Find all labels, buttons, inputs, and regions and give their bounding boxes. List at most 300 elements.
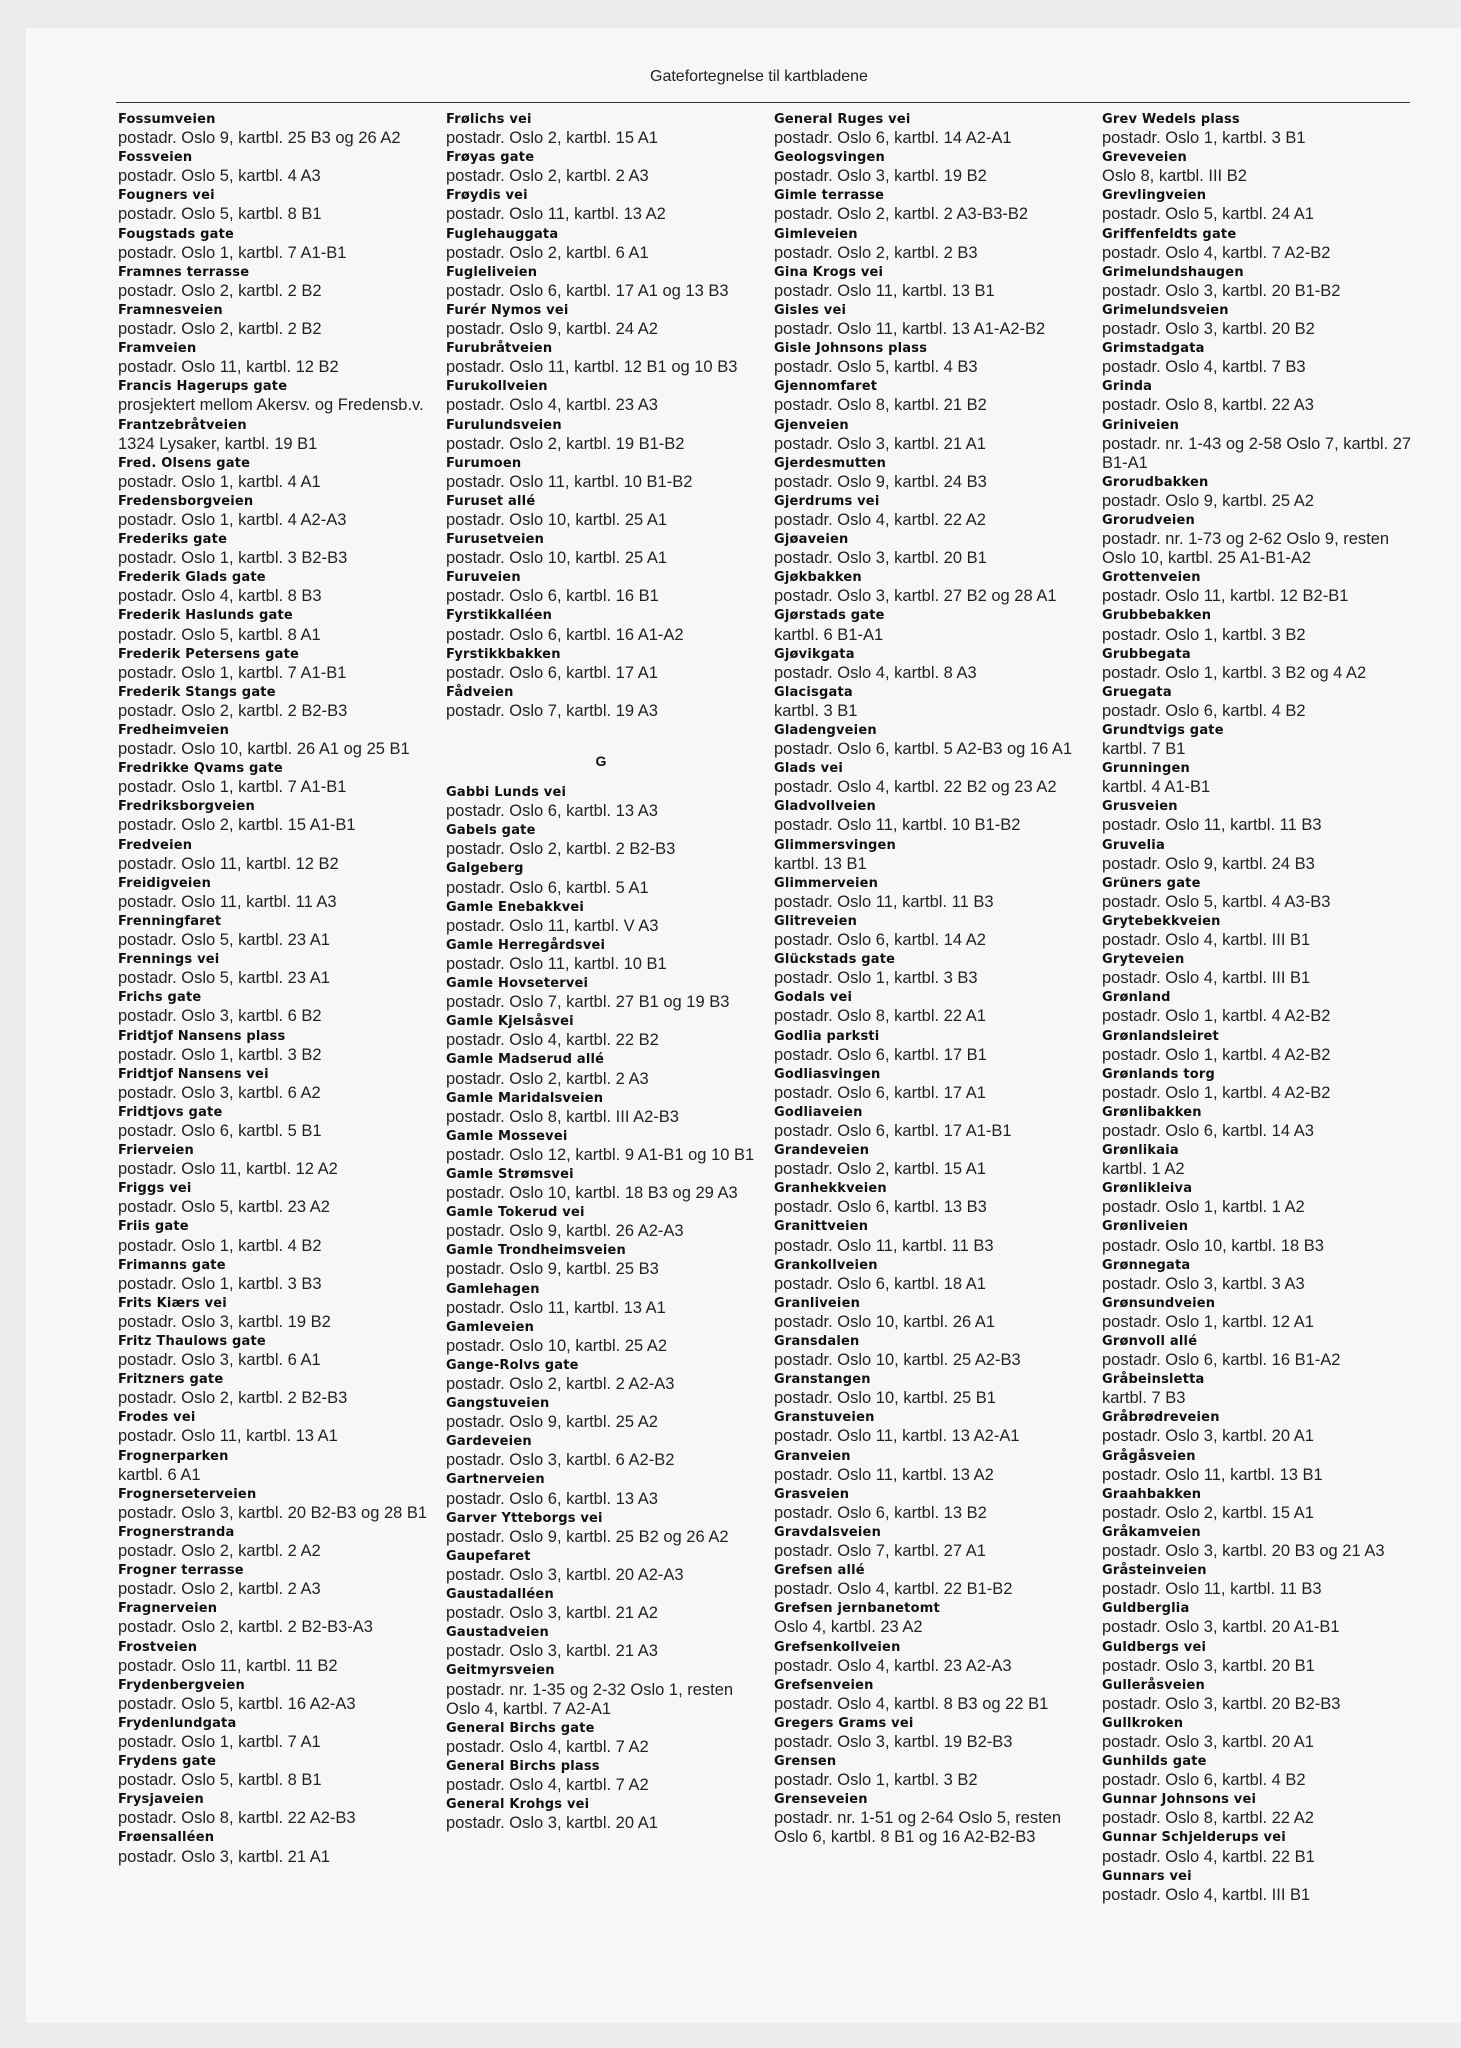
street-location: postadr. Oslo 5, kartbl. 4 A3-B3 [1102,892,1331,911]
street-entry [118,492,428,530]
street-location: postadr. Oslo 1, kartbl. 7 A1-B1 [118,778,347,797]
street-entry [446,1089,756,1127]
street-entry [446,454,756,492]
street-location: postadr. Oslo 3, kartbl. 20 A2-A3 [446,1565,684,1584]
street-entry [774,645,1084,683]
street-entry [774,454,1084,492]
street-name: Frølichs vei [446,112,532,127]
street-location: postadr. Oslo 7, kartbl. 27 A1 [774,1542,986,1561]
street-entry [1102,148,1412,186]
street-name: Gjørstads gate [774,608,885,624]
street-name: Gravdalsveien [774,1524,882,1540]
street-name: Guldbergs vei [1102,1639,1207,1655]
street-location: postadr. Oslo 1, kartbl. 3 B3 [118,1274,322,1293]
street-location: postadr. Oslo 3, kartbl. 20 B1 [1102,1656,1315,1675]
street-location: postadr. Oslo 6, kartbl. 13 A3 [446,1489,658,1508]
street-entry [774,110,1084,148]
street-entry [118,836,428,874]
street-name: Gamle Strømsvei [446,1166,574,1182]
street-entry [1102,1217,1412,1255]
street-entry [446,377,756,415]
street-entry [1102,1561,1412,1599]
street-entry [1102,568,1412,606]
street-entry [1102,1294,1412,1332]
street-name: Grunningen [1102,761,1190,777]
street-location: postadr. Oslo 9, kartbl. 24 B3 [1102,854,1315,873]
street-location: postadr. Oslo 2, kartbl. 15 A1-B1 [118,816,356,835]
street-name: Grenseveien [774,1792,868,1808]
street-entry [118,1217,428,1255]
street-location: postadr. Oslo 6, kartbl. 14 A2-A1 [774,129,1012,148]
street-name: General Birchs gate [446,1720,595,1736]
street-entry [1102,874,1412,912]
street-entry [446,683,756,721]
street-entry [774,1294,1084,1332]
street-name: Furubråtveien [446,341,553,357]
street-location: postadr. Oslo 11, kartbl. 12 B2 [118,854,339,873]
street-entry [446,1050,756,1088]
street-location: kartbl. 4 A1-B1 [1102,778,1211,797]
street-name: Fredheimveien [118,723,230,738]
street-location: postadr. Oslo 3, kartbl. 21 A3 [446,1642,658,1661]
street-location: kartbl. 6 A1 [118,1465,201,1484]
street-entry [446,1585,756,1623]
street-entry [774,1485,1084,1523]
street-entry [446,263,756,301]
street-location: postadr. Oslo 6, kartbl. 13 A3 [446,802,658,821]
street-location: postadr. Oslo 1, kartbl. 7 A1 [118,1732,321,1751]
street-name: Grorudbakken [1102,474,1209,490]
street-name: Frydenbergveien [118,1677,245,1693]
street-name: Glacisgata [774,684,853,700]
street-location: postadr. Oslo 11, kartbl. 13 B1 [774,281,995,300]
street-location: postadr. Oslo 2, kartbl. 2 A3 [118,1580,321,1599]
street-entry [446,492,756,530]
street-location: postadr. Oslo 6, kartbl. 17 A1-B1 [774,1121,1012,1140]
street-name: Gamle Hovsetervei [446,976,589,992]
street-location: postadr. Oslo 1, kartbl. 4 A2-B2 [1102,1007,1331,1026]
street-entry [774,1065,1084,1103]
street-entry [446,110,756,148]
street-location: postadr. Oslo 4, kartbl. 8 B3 og 22 B1 [774,1694,1049,1713]
street-entry [774,530,1084,568]
street-name: Gabels gate [446,823,536,839]
street-name: Furér Nymos vei [446,302,569,318]
street-name: Friis gate [118,1219,189,1235]
street-location: postadr. Oslo 6, kartbl. 4 B2 [1102,701,1306,720]
street-location: postadr. Oslo 10, kartbl. 18 B3 og 29 A3 [446,1184,738,1203]
street-name: Fyrstikkalléen [446,608,553,624]
street-name: Grønvoll allé [1102,1334,1198,1349]
street-entry [1102,110,1412,148]
street-location: postadr. Oslo 1, kartbl. 3 B2 [118,1045,322,1064]
street-name: Frognerparken [118,1448,229,1464]
street-name: Guldberglia [1102,1601,1190,1617]
street-name: Gunnar Schjelderups vei [1102,1830,1286,1846]
street-entry [774,1714,1084,1752]
street-name: Fredrikke Qvams gate [118,761,283,777]
street-name: Granhekkveien [774,1181,887,1197]
street-name: Gladengveien [774,723,877,738]
street-entry [118,148,428,186]
street-entry [446,530,756,568]
street-name: Frederik Haslunds gate [118,608,293,624]
street-location: postadr. Oslo 2, kartbl. 2 B2-B3 [118,1389,348,1408]
street-location: postadr. Oslo 5, kartbl. 23 A1 [118,969,330,988]
street-name: Fred. Olsens gate [118,455,251,471]
street-location: postadr. Oslo 2, kartbl. 2 B2 [118,320,322,339]
street-name: Granstangen [774,1372,871,1388]
street-location: postadr. Oslo 11, kartbl. 11 B3 [1102,816,1322,835]
street-entry [774,1027,1084,1065]
street-name: Gråbrødreveien [1102,1410,1220,1426]
street-name: Furuveien [446,570,521,586]
street-entry [118,797,428,835]
street-location: postadr. Oslo 1, kartbl. 4 A2-A3 [118,510,347,529]
street-location: prosjektert mellom Akersv. og Fredensb.v. [118,396,424,415]
street-entry [1102,1141,1412,1179]
street-name: Frogner terrasse [118,1563,244,1579]
street-name: Glitreveien [774,913,858,929]
header-rule [116,102,1410,103]
street-name: Fyrstikkbakken [446,646,561,662]
street-location: postadr. Oslo 8, kartbl. 22 A1 [774,1007,986,1026]
street-entry [118,1370,428,1408]
street-entry [118,1599,428,1637]
street-location: postadr. Oslo 1, kartbl. 1 A2 [1102,1198,1305,1217]
street-name: Gamle Madserud allé [446,1052,605,1068]
street-entry [1102,1332,1412,1370]
street-entry [1102,1103,1412,1141]
street-location: postadr. Oslo 4, kartbl. 7 A2 [446,1775,649,1794]
street-entry [774,1179,1084,1217]
street-name: Frøensalléen [118,1830,215,1846]
street-entry [774,797,1084,835]
street-location: postadr. Oslo 5, kartbl. 4 B3 [774,358,978,377]
street-entry [446,783,756,821]
street-name: Gina Krogs vei [774,264,884,280]
street-name: Grusveien [1102,799,1178,815]
street-location: postadr. Oslo 4, kartbl. 8 B3 [118,587,322,606]
street-name: Graahbakken [1102,1486,1202,1502]
street-location: postadr. Oslo 2, kartbl. 6 A1 [446,243,649,262]
street-entry [446,821,756,859]
street-location: postadr. Oslo 3, kartbl. 19 B2 [774,167,987,186]
street-name: Granveien [774,1448,851,1464]
street-name: Gardeveien [446,1434,532,1450]
street-entry [118,1332,428,1370]
street-name: Framnes terrasse [118,264,250,280]
street-entry [446,898,756,936]
street-entry [118,416,428,454]
street-location: postadr. Oslo 3, kartbl. 20 A1 [446,1814,658,1833]
street-name: Gunhilds gate [1102,1754,1207,1770]
street-entry [1102,416,1412,473]
street-entry [774,416,1084,454]
street-location: postadr. Oslo 11, kartbl. 12 B1 og 10 B3 [446,358,738,377]
street-name: Grønland [1102,990,1171,1006]
street-entry [774,225,1084,263]
street-entry [446,974,756,1012]
street-name: Grorudveien [1102,512,1196,528]
street-entry [446,1547,756,1585]
street-entry [118,912,428,950]
street-location: postadr. Oslo 9, kartbl. 25 B3 og 26 A2 [118,129,401,148]
street-location: postadr. Oslo 6, kartbl. 5 A1 [446,878,649,897]
street-name: Frenningfaret [118,913,222,929]
street-location: postadr. Oslo 1, kartbl. 3 B1 [1102,129,1306,148]
street-name: Gaustadveien [446,1625,549,1641]
street-location: postadr. Oslo 2, kartbl. 15 A1 [1102,1503,1314,1522]
street-entry [1102,225,1412,263]
street-entry [118,186,428,224]
street-name: Gullkroken [1102,1715,1184,1731]
street-entry [1102,759,1412,797]
street-location: postadr. Oslo 5, kartbl. 23 A1 [118,931,330,950]
street-name: Grefsenkollveien [774,1639,901,1655]
street-entry [1102,377,1412,415]
street-entry [446,416,756,454]
street-location: kartbl. 13 B1 [774,854,867,873]
street-entry [774,186,1084,224]
street-entry [118,377,428,415]
street-name: Frits Kiærs vei [118,1295,227,1311]
street-location: postadr. nr. 1-51 og 2-64 Oslo 5, resten Oslo 6, kartbl. 8 B1 og 16 A2-B2-B3 [774,1809,1062,1847]
street-name: Fredriksborgveien [118,799,256,815]
street-location: postadr. Oslo 11, kartbl. 11 A3 [118,892,337,911]
street-entry [1102,912,1412,950]
street-name: Gjøvikgata [774,646,855,662]
street-entry [1102,1179,1412,1217]
street-name: Frierveien [118,1143,194,1159]
street-entry [1102,301,1412,339]
street-entry [446,339,756,377]
street-entry [446,645,756,683]
street-name: Fugleliveien [446,264,538,280]
street-name: Gladvollveien [774,799,876,815]
street-entry [118,1065,428,1103]
street-entry [118,1676,428,1714]
street-location: kartbl. 7 B3 [1102,1389,1186,1408]
street-location: postadr. Oslo 2, kartbl. 2 B3 [774,243,978,262]
street-name: Gamleveien [446,1319,535,1335]
street-entry [1102,1714,1412,1752]
street-entry [774,1752,1084,1790]
street-name: Fredensborgveien [118,493,254,509]
street-name: Grankollveien [774,1257,878,1273]
street-location: postadr. Oslo 3, kartbl. 21 A1 [774,434,986,453]
page [26,28,1461,2023]
street-location: postadr. Oslo 1, kartbl. 7 A1-B1 [118,243,347,262]
street-location: postadr. Oslo 11, kartbl. 11 B3 [774,892,994,911]
street-entry [118,683,428,721]
street-name: Gamle Maridalsveien [446,1090,604,1106]
street-location: postadr. Oslo 3, kartbl. 20 B1-B2 [1102,281,1341,300]
street-name: Galgeberg [446,861,524,877]
street-name: Fuglehauggata [446,226,559,242]
street-location: postadr. Oslo 6, kartbl. 5 B1 [118,1121,322,1140]
street-entry [774,1332,1084,1370]
street-entry [118,1027,428,1065]
street-name: Grimstadgata [1102,341,1205,357]
street-location: postadr. Oslo 2, kartbl. 2 A3 [446,1069,649,1088]
street-location: postadr. Oslo 1, kartbl. 3 B2 [774,1771,978,1790]
street-entry [1102,339,1412,377]
street-name: Grüners gate [1102,875,1201,891]
street-location: postadr. Oslo 10, kartbl. 25 B1 [774,1389,996,1408]
street-entry [118,454,428,492]
street-location: postadr. Oslo 3, kartbl. 21 A1 [118,1847,330,1866]
street-location: postadr. Oslo 6, kartbl. 14 A2 [774,931,986,950]
street-location: postadr. Oslo 2, kartbl. 2 B2-B3-A3 [118,1618,373,1637]
street-location: postadr. Oslo 1, kartbl. 4 A1 [118,472,321,491]
street-entry [118,568,428,606]
street-location: postadr. Oslo 12, kartbl. 9 A1-B1 og 10 B1 [446,1145,755,1164]
street-entry [1102,511,1412,568]
column-1 [118,110,428,1867]
street-location: postadr. Oslo 4, kartbl. 22 A2 [774,510,986,529]
street-name: Frøydis vei [446,188,528,204]
street-name: Griffenfeldts gate [1102,226,1237,242]
street-name: Gråsteinveien [1102,1563,1207,1579]
street-name: Gamle Enebakkvei [446,899,585,915]
street-name: Frennings vei [118,952,220,968]
street-name: Gransdalen [774,1334,860,1349]
page-header: Gatefortegnelse til kartbladene [650,68,868,85]
street-entry [118,263,428,301]
street-name: Francis Hagerups gate [118,379,288,395]
street-name: Gamle Kjelsåsvei [446,1014,574,1030]
street-location: postadr. Oslo 11, kartbl. 12 A2 [118,1160,338,1179]
street-location: postadr. Oslo 1, kartbl. 3 B2 og 4 A2 [1102,663,1367,682]
street-location: postadr. Oslo 11, kartbl. 12 B2 [118,358,339,377]
street-name: Gisle Johnsons plass [774,341,928,357]
street-name: Gjerdrums vei [774,493,880,509]
street-entry [774,1676,1084,1714]
street-entry [118,606,428,644]
street-location: postadr. Oslo 11, kartbl. 10 B1 [446,954,667,973]
street-name: Gjennomfaret [774,379,878,395]
street-location: postadr. Oslo 6, kartbl. 17 A1 [774,1083,986,1102]
street-entry [774,148,1084,186]
street-entry [774,836,1084,874]
street-entry [774,377,1084,415]
section-letter-heading: G [595,753,607,769]
street-location: postadr. Oslo 2, kartbl. 15 A1 [446,129,658,148]
street-location: postadr. Oslo 3, kartbl. 6 A2 [118,1083,321,1102]
street-entry [774,263,1084,301]
street-location: postadr. Oslo 3, kartbl. 20 B2-B3 [1102,1694,1341,1713]
street-name: Frøyas gate [446,150,535,166]
street-name: Granstuveien [774,1410,875,1426]
street-location: postadr. Oslo 3, kartbl. 6 B2 [118,1007,322,1026]
street-entry [118,950,428,988]
street-name: Glimmersvingen [774,837,897,853]
street-name: Gartnerveien [446,1472,545,1488]
street-location: postadr. Oslo 8, kartbl. 21 B2 [774,396,987,415]
street-name: Grensen [774,1754,837,1770]
street-location: postadr. Oslo 1, kartbl. 4 A2-B2 [1102,1083,1331,1102]
street-entry [446,1432,756,1470]
street-location: postadr. Oslo 1, kartbl. 3 B2 [1102,625,1306,644]
street-entry [446,568,756,606]
street-location: postadr. Oslo 1, kartbl. 3 B3 [774,969,978,988]
street-entry [1102,950,1412,988]
street-name: Gregers Grams vei [774,1715,914,1731]
street-entry [118,225,428,263]
street-entry [446,1661,756,1718]
street-entry [118,1141,428,1179]
street-entry [774,301,1084,339]
street-name: Grønlibakken [1102,1104,1202,1120]
street-entry [118,645,428,683]
street-location: postadr. Oslo 8, kartbl. III A2-B3 [446,1107,679,1126]
street-location: postadr. Oslo 2, kartbl. 2 B2-B3 [118,701,348,720]
street-entry [118,1752,428,1790]
street-entry [1102,836,1412,874]
street-location: postadr. Oslo 4, kartbl. III B1 [1102,969,1311,988]
street-location: postadr. Oslo 6, kartbl. 17 B1 [774,1045,987,1064]
street-location: postadr. Oslo 6, kartbl. 4 B2 [1102,1771,1306,1790]
street-location: postadr. Oslo 6, kartbl. 17 A1 [446,663,658,682]
street-location: postadr. Oslo 10, kartbl. 26 A1 [774,1312,996,1331]
street-location: postadr. Oslo 6, kartbl. 13 B3 [774,1198,987,1217]
street-location: postadr. Oslo 6, kartbl. 17 A1 og 13 B3 [446,281,729,300]
street-name: Furukollveien [446,379,548,395]
street-entry [774,988,1084,1026]
street-location: postadr. nr. 1-43 og 2-58 Oslo 7, kartbl. 27 B1-A1 [1102,434,1412,472]
street-location: postadr. Oslo 5, kartbl. 16 A2-A3 [118,1694,356,1713]
street-entry [118,1485,428,1523]
street-location: postadr. Oslo 10, kartbl. 25 A2-B3 [774,1351,1021,1370]
street-entry [118,301,428,339]
street-location: postadr. Oslo 3, kartbl. 21 A2 [446,1604,658,1623]
street-location: postadr. Oslo 6, kartbl. 13 B2 [774,1503,987,1522]
street-entry [774,759,1084,797]
street-name: Frimanns gate [118,1257,226,1273]
street-entry [446,1470,756,1508]
street-location: postadr. Oslo 11, kartbl. 13 A2 [774,1465,994,1484]
street-entry [1102,1256,1412,1294]
street-location: postadr. Oslo 10, kartbl. 25 A1 [446,510,668,529]
street-name: Gjerdesmutten [774,455,887,471]
street-location: postadr. Oslo 6, kartbl. 16 B1 [446,587,659,606]
street-location: postadr. Oslo 3, kartbl. 19 B2 [118,1312,331,1331]
street-location: postadr. Oslo 11, kartbl. 11 B3 [1102,1580,1322,1599]
street-name: Frysjaveien [118,1792,204,1808]
street-name: Grasveien [774,1486,850,1502]
street-entry [1102,606,1412,644]
street-name: Gråkamveien [1102,1524,1201,1540]
street-name: Grefsen allé [774,1563,865,1579]
street-location: postadr. Oslo 3, kartbl. 27 B2 og 28 A1 [774,587,1057,606]
street-location: postadr. Oslo 4, kartbl. 22 B2 [446,1031,659,1050]
street-name: Grevlingveien [1102,188,1207,204]
street-entry [1102,721,1412,759]
street-name: Grågåsveien [1102,1448,1196,1464]
street-location: postadr. Oslo 8, kartbl. 22 A3 [1102,396,1314,415]
street-location: postadr. Oslo 2, kartbl. 2 A3 [446,167,649,186]
street-name: Godlia parksti [774,1028,880,1044]
street-entry [118,759,428,797]
street-name: Gråbeinsletta [1102,1372,1205,1388]
street-name: Gjøaveien [774,532,849,548]
street-name: Gjenveien [774,417,849,433]
street-location: postadr. Oslo 2, kartbl. 2 B2-B3 [446,840,676,859]
street-name: Gaustadalléen [446,1587,554,1603]
street-entry [1102,988,1412,1026]
street-location: postadr. Oslo 3, kartbl. 6 A2-B2 [446,1451,675,1470]
